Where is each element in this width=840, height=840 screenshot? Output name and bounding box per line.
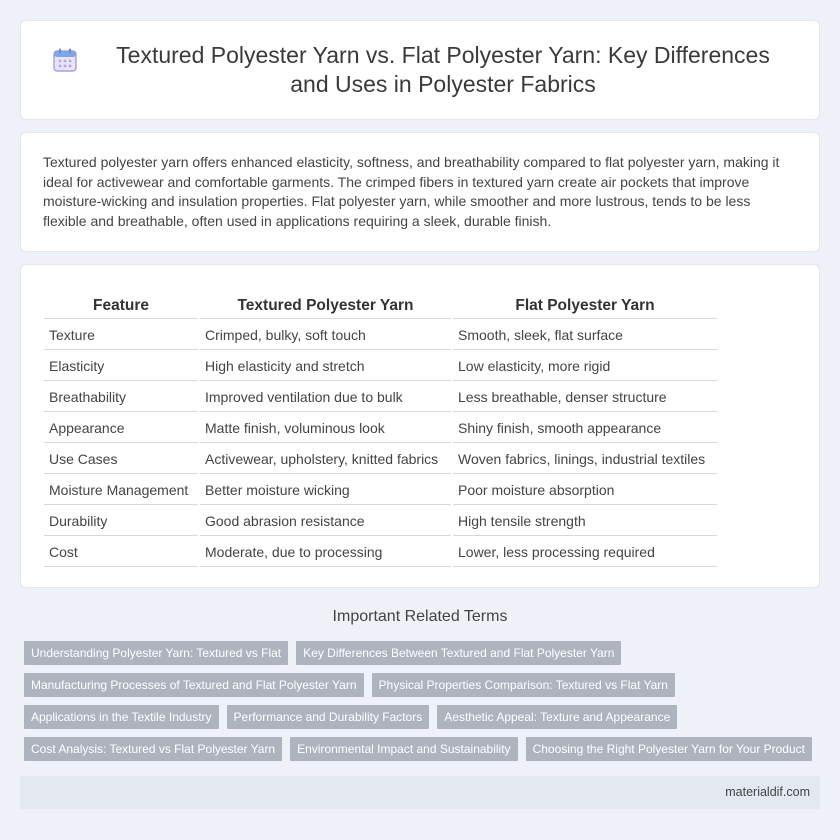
related-term-tag[interactable]: Performance and Durability Factors — [227, 705, 430, 729]
table-cell: Matte finish, voluminous look — [200, 414, 451, 443]
title-card — [20, 20, 820, 120]
table-cell: Moisture Management — [44, 476, 198, 505]
table-cell: Activewear, upholstery, knitted fabrics — [200, 445, 451, 474]
table-row — [44, 476, 717, 505]
intro-card — [20, 132, 820, 252]
table-cell: Low elasticity, more rigid — [453, 352, 717, 381]
tag-row — [24, 737, 824, 761]
column-header-flat: Flat Polyester Yarn — [453, 294, 717, 319]
comparison-table-card — [20, 264, 820, 588]
table-cell: Cost — [44, 538, 198, 567]
related-term-tag[interactable]: Physical Properties Comparison: Textured vs Flat Yarn — [372, 673, 675, 697]
table-cell: Breathability — [44, 383, 198, 412]
table-cell: Less breathable, denser structure — [453, 383, 717, 412]
related-term-tag[interactable]: Key Differences Between Textured and Flat Polyester Yarn — [296, 641, 621, 665]
footer-site-name[interactable]: materialdif.com — [725, 785, 810, 799]
table-cell: Durability — [44, 507, 198, 536]
related-term-tag[interactable]: Applications in the Textile Industry — [24, 705, 219, 729]
table-cell: Smooth, sleek, flat surface — [453, 321, 717, 350]
table-cell: Crimped, bulky, soft touch — [200, 321, 451, 350]
page-title: Textured Polyester Yarn vs. Flat Polyester Yarn: Key Differences and Uses in Polyester Fabrics — [116, 42, 770, 97]
table-row — [44, 445, 717, 474]
table-cell: High elasticity and stretch — [200, 352, 451, 381]
table-row — [44, 383, 717, 412]
tag-row — [24, 641, 824, 665]
table-cell: Shiny finish, smooth appearance — [453, 414, 717, 443]
table-cell: Poor moisture absorption — [453, 476, 717, 505]
related-term-tag[interactable]: Aesthetic Appeal: Texture and Appearance — [437, 705, 677, 729]
table-row — [44, 538, 717, 567]
related-terms-heading: Important Related Terms — [332, 608, 508, 625]
table-cell: Lower, less processing required — [453, 538, 717, 567]
table-cell: Good abrasion resistance — [200, 507, 451, 536]
related-term-tag[interactable]: Cost Analysis: Textured vs Flat Polyester Yarn — [24, 737, 282, 761]
table-cell: Elasticity — [44, 352, 198, 381]
related-term-tag[interactable]: Choosing the Right Polyester Yarn for Your Product — [526, 737, 812, 761]
table-cell: Improved ventilation due to bulk — [200, 383, 451, 412]
footer — [20, 776, 820, 809]
comparison-table — [42, 292, 719, 569]
table-cell: Woven fabrics, linings, industrial textiles — [453, 445, 717, 474]
tag-row — [24, 705, 824, 729]
table-cell: High tensile strength — [453, 507, 717, 536]
column-header-feature: Feature — [44, 294, 198, 319]
table-row — [44, 507, 717, 536]
tag-row — [24, 673, 824, 697]
related-term-tag[interactable]: Understanding Polyester Yarn: Textured vs Flat — [24, 641, 288, 665]
table-cell: Use Cases — [44, 445, 198, 474]
related-term-tag[interactable]: Manufacturing Processes of Textured and Flat Polyester Yarn — [24, 673, 364, 697]
table-cell: Moderate, due to processing — [200, 538, 451, 567]
table-cell: Appearance — [44, 414, 198, 443]
related-terms-list — [24, 641, 824, 769]
table-cell: Texture — [44, 321, 198, 350]
table-row — [44, 414, 717, 443]
calendar-icon — [52, 47, 78, 73]
intro-paragraph: Textured polyester yarn offers enhanced elasticity, softness, and breathability compared to flat polyester yarn, making it ideal for activewear and comfortable garments. The crimped fibers in textured yarn create air pockets that improve moisture-wicking and insulation properties. Flat polyester yarn, while smoother and more lustrous, tends to be less flexible and breathable, often used in applications requiring a sleek, durable finish. — [43, 154, 780, 229]
related-term-tag[interactable]: Environmental Impact and Sustainability — [290, 737, 517, 761]
title-wrap — [22, 41, 818, 99]
table-row — [44, 352, 717, 381]
table-row — [44, 321, 717, 350]
column-header-textured: Textured Polyester Yarn — [200, 294, 451, 319]
table-header-row — [44, 294, 717, 319]
table-cell: Better moisture wicking — [200, 476, 451, 505]
